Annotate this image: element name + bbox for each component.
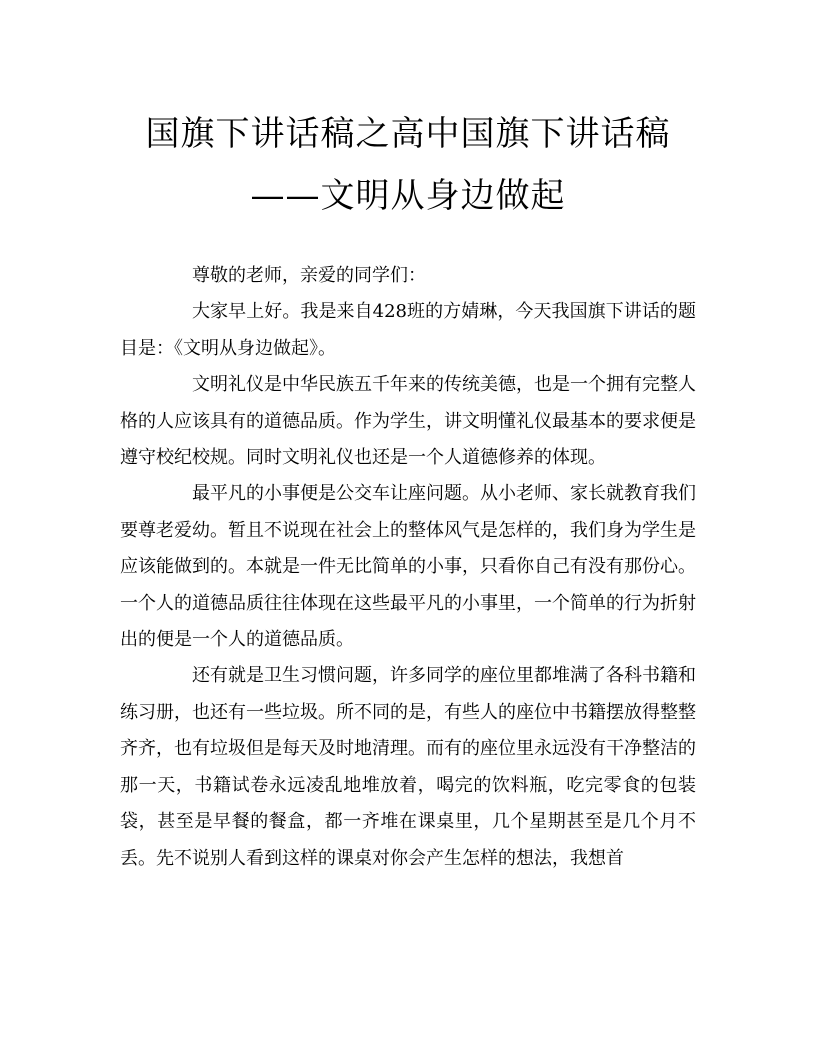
document-title: 国旗下讲话稿之高中国旗下讲话稿: [145, 114, 671, 154]
paragraph-greeting: 大家早上好。我是来自428班的方婧琳，今天我国旗下讲话的题目是：《文明从身边做起》。: [120, 301, 696, 359]
paragraph-hygiene: 还有就是卫生习惯问题，许多同学的座位里都堆满了各科书籍和练习册，也还有一些垃圾。所不同的是，有些人的座位中书籍摆放得整整齐齐，也有垃圾但是每天及时地清理。而有的座位里永远没有干净整洁的那一天，书籍试卷永远凌乱地堆放着，喝完的饮料瓶，吃完零食的包装袋，甚至是早餐的餐盒，都一齐堆在课桌里，几个星期甚至是几个月不丢。先不说别人看到这样的课桌对你会产生怎样的想法，我想首: [120, 665, 696, 869]
document-body: [120, 258, 696, 877]
paragraph-bus-seat: 最平凡的小事便是公交车让座问题。从小老师、家长就教育我们要尊老爱幼。暂且不说现在社会上的整体风气是怎样的，我们身为学生是应该能做到的。本就是一件无比简单的小事，只看你自己有没有那份心。一个人的道德品质往往体现在这些最平凡的小事里，一个简单的行为折射出的便是一个人的道德品质。: [120, 483, 696, 651]
document-subtitle: ——文明从身边做起: [250, 176, 566, 216]
paragraph-civility: 文明礼仪是中华民族五千年来的传统美德，也是一个拥有完整人格的人应该具有的道德品质。作为学生，讲文明懂礼仪最基本的要求便是遵守校纪校规。同时文明礼仪也还是一个人道德修养的体现。: [120, 374, 696, 469]
paragraph-salutation: 尊敬的老师，亲爱的同学们：: [192, 265, 426, 286]
